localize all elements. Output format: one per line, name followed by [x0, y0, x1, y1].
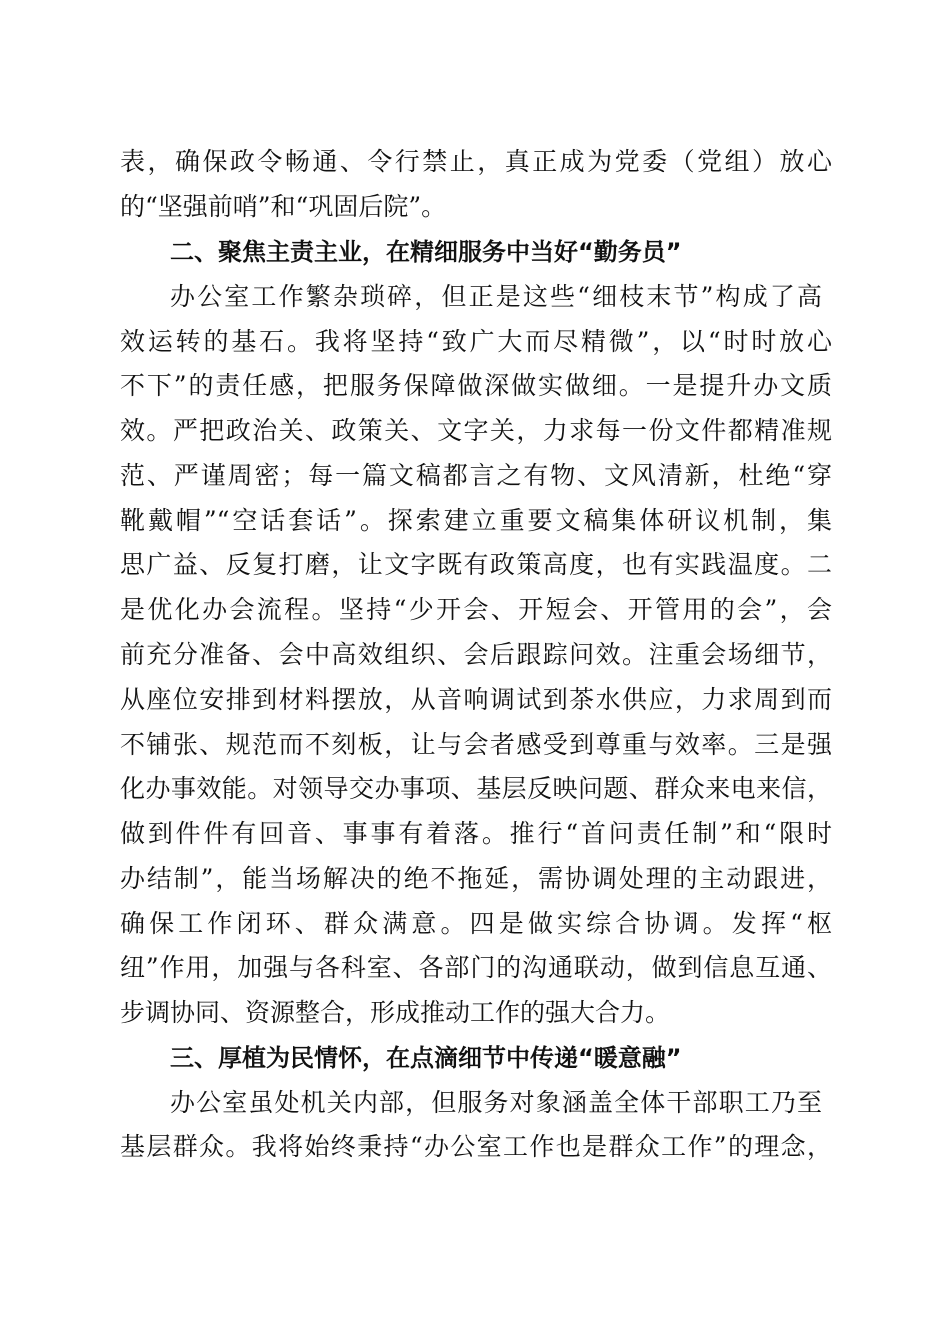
paragraph-line: 不铺张、规范而不刻板，让与会者感受到尊重与效率。三是强: [120, 730, 832, 759]
paragraph-line: 表，确保政令畅通、令行禁止，真正成为党委（党组）放心: [120, 147, 832, 176]
paragraph-line: 靴戴帽”“空话套话”。探索建立重要文稿集体研议机制，集: [120, 506, 832, 535]
paragraph-line: 步调协同、资源整合，形成推动工作的强大合力。: [120, 998, 671, 1027]
paragraph-line: 从座位安排到材料摆放，从音响调试到茶水供应，力求周到而: [120, 685, 832, 714]
paragraph-line: 思广益、反复打磨，让文字既有政策高度，也有实践温度。二: [120, 550, 832, 579]
section-heading-3: 三、厚植为民情怀，在点滴细节中传递“暖意融”: [170, 1044, 682, 1072]
paragraph-line: 办结制”，能当场解决的绝不拖延，需协调处理的主动跟进，: [120, 864, 832, 893]
paragraph-line: 确保工作闭环、群众满意。四是做实综合协调。发挥“枢: [120, 909, 832, 938]
paragraph-line: 基层群众。我将始终秉持“办公室工作也是群众工作”的理念，: [120, 1132, 832, 1161]
paragraph-line: 效。严把政治关、政策关、文字关，力求每一份文件都精准规: [120, 416, 832, 445]
paragraph-line: 办公室虽处机关内部，但服务对象涵盖全体干部职工乃至: [170, 1088, 822, 1117]
paragraph-line: 纽”作用，加强与各科室、各部门的沟通联动，做到信息互通、: [120, 953, 832, 982]
paragraph-line: 办公室工作繁杂琐碎，但正是这些“细枝末节”构成了高: [170, 282, 822, 311]
paragraph-line: 是优化办会流程。坚持“少开会、开短会、开管用的会”，会: [120, 595, 832, 624]
paragraph-line: 范、严谨周密；每一篇文稿都言之有物、文风清新，杜绝“穿: [120, 461, 832, 490]
paragraph-line: 效运转的基石。我将坚持“致广大而尽精微”，以“时时放心: [120, 327, 832, 356]
section-heading-2: 二、聚焦主责主业，在精细服务中当好“勤务员”: [170, 238, 682, 266]
paragraph-line: 的“坚强前哨”和“巩固后院”。: [120, 192, 447, 221]
paragraph-line: 做到件件有回音、事事有着落。推行“首问责任制”和“限时: [120, 819, 832, 848]
paragraph-line: 前充分准备、会中高效组织、会后跟踪问效。注重会场细节，: [120, 640, 832, 669]
paragraph-line: 不下”的责任感，把服务保障做深做实做细。一是提升办文质: [120, 371, 832, 400]
paragraph-line: 化办事效能。对领导交办事项、基层反映问题、群众来电来信，: [120, 774, 832, 803]
